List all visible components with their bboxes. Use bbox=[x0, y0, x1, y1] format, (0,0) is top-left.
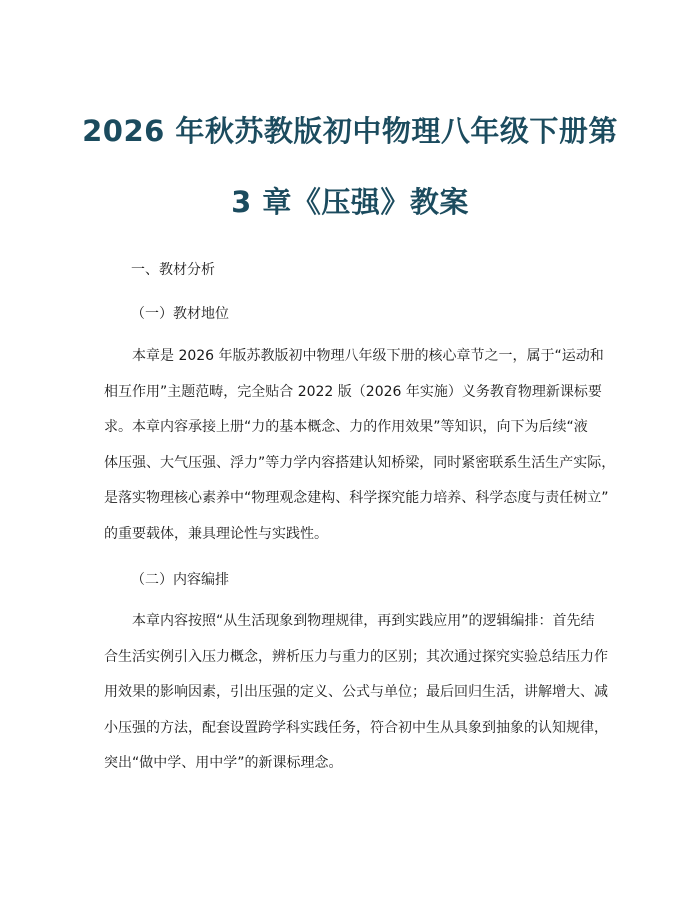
paragraph-line: 本章内容按照“从生活现象到物理规律，再到实践应用”的逻辑编排：首先结 bbox=[104, 613, 595, 629]
paragraph-line: 的重要载体，兼具理论性与实践性。 bbox=[104, 525, 328, 542]
paragraph-line: 体压强、大气压强、浮力”等力学内容搭建认知桥梁，同时紧密联系生活生产实际， bbox=[104, 454, 616, 471]
paragraph-line: 合生活实例引入压力概念，辨析压力与重力的区别；其次通过探究实验总结压力作 bbox=[104, 648, 608, 665]
paragraph-content-arrangement bbox=[104, 604, 608, 782]
paragraph-textbook-position bbox=[104, 339, 616, 552]
section-heading-textbook-analysis: 一、教材分析 bbox=[131, 262, 215, 278]
subsection-heading-content-arrangement: （二）内容编排 bbox=[131, 572, 229, 588]
paragraph-line: 相互作用”主题范畴，完全贴合 2022 版（2026 年实施）义务教育物理新课标要 bbox=[104, 383, 602, 400]
subsection-heading-textbook-position: （一）教材地位 bbox=[131, 306, 229, 322]
paragraph-line: 是落实物理核心素养中“物理观念建构、科学探究能力培养、科学态度与责任树立” bbox=[104, 490, 609, 506]
paragraph-line: 突出“做中学、用中学”的新课标理念。 bbox=[104, 755, 343, 771]
document-title-line-2: 3 章《压强》教案 bbox=[231, 185, 469, 219]
paragraph-line: 本章是 2026 年版苏教版初中物理八年级下册的核心章节之一，属于“运动和 bbox=[104, 348, 604, 364]
paragraph-line: 用效果的影响因素，引出压强的定义、公式与单位；最后回归生活，讲解增大、减 bbox=[104, 684, 608, 700]
paragraph-line: 求。本章内容承接上册“力的基本概念、力的作用效果”等知识，向下为后续“液 bbox=[104, 419, 588, 435]
paragraph-line: 小压强的方法，配套设置跨学科实践任务，符合初中生从具象到抽象的认知规律， bbox=[104, 719, 608, 736]
document-title-line-1: 2026 年秋苏教版初中物理八年级下册第 bbox=[82, 114, 618, 148]
